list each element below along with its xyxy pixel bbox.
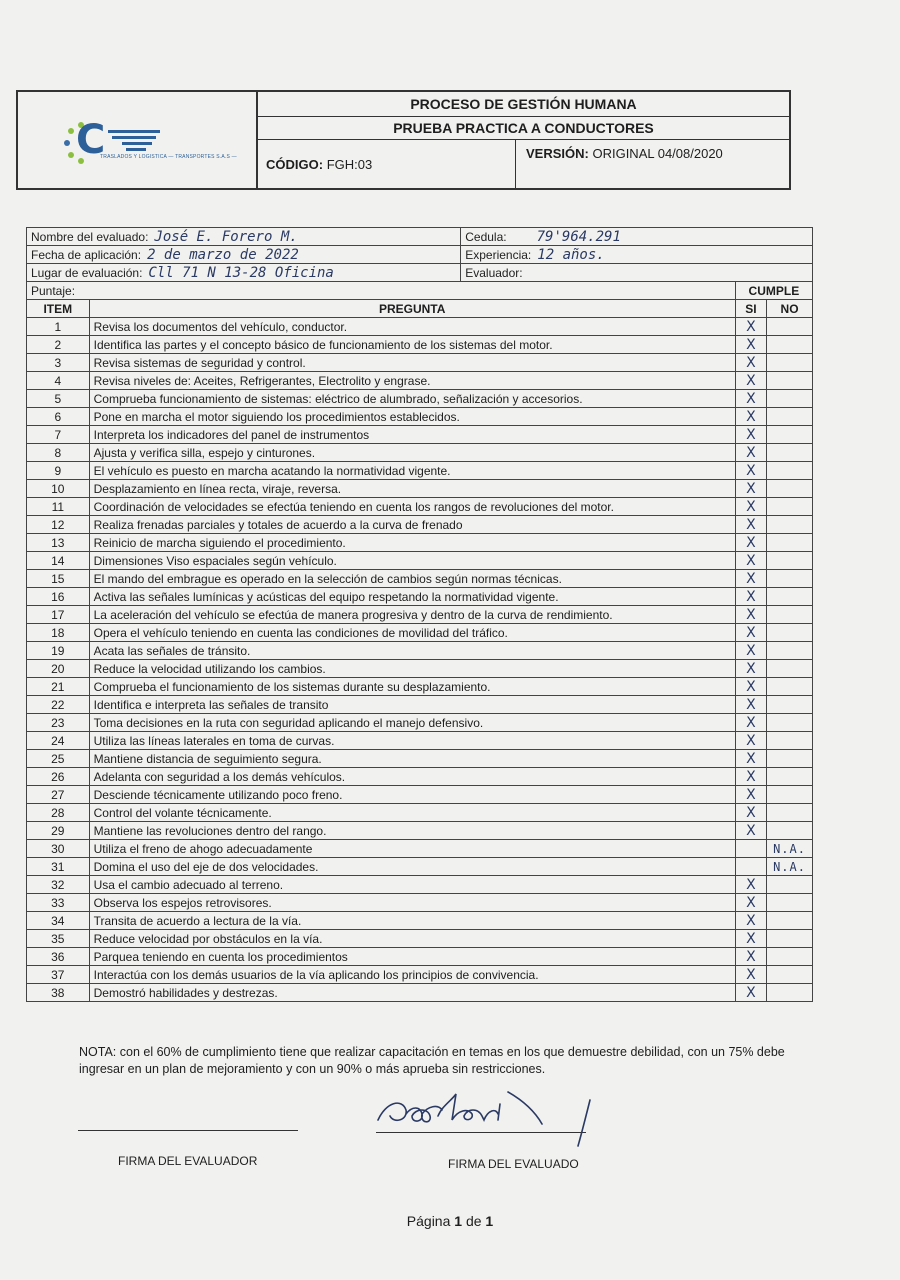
score-row <box>27 282 813 300</box>
si-mark-cell[interactable] <box>735 444 766 462</box>
score-label: Puntaje: <box>31 284 76 298</box>
item-number: 35 <box>27 930 90 948</box>
table-row <box>27 354 813 372</box>
evaluator-label: Evaluador: <box>465 266 523 280</box>
table-row <box>27 948 813 966</box>
item-number: 10 <box>27 480 90 498</box>
item-question: Dimensiones Viso espaciales según vehículo. <box>89 552 735 570</box>
no-mark-cell[interactable] <box>767 534 813 552</box>
si-check-mark: X <box>746 625 756 641</box>
no-mark-cell[interactable] <box>767 858 813 876</box>
si-mark-cell[interactable] <box>735 336 766 354</box>
item-number: 37 <box>27 966 90 984</box>
item-question: Revisa niveles de: Aceites, Refrigerantes, Electrolito y engrase. <box>89 372 735 390</box>
item-question: Utiliza el freno de ahogo adecuadamente <box>89 840 735 858</box>
si-mark-cell[interactable] <box>735 984 766 1002</box>
test-title: PRUEBA PRACTICA A CONDUCTORES <box>258 117 789 140</box>
item-number: 12 <box>27 516 90 534</box>
item-number: 11 <box>27 498 90 516</box>
company-logo <box>18 92 258 188</box>
evaluated-signature-label: FIRMA DEL EVALUADO <box>448 1157 579 1171</box>
table-row <box>27 534 813 552</box>
no-mark-cell[interactable] <box>767 948 813 966</box>
item-number: 30 <box>27 840 90 858</box>
item-number: 3 <box>27 354 90 372</box>
no-mark: N.A. <box>773 842 806 856</box>
no-mark-cell[interactable] <box>767 642 813 660</box>
si-check-mark: X <box>746 913 756 929</box>
si-mark-cell[interactable] <box>735 480 766 498</box>
page-prefix: Página <box>406 1213 451 1229</box>
no-mark-cell[interactable] <box>767 552 813 570</box>
item-number: 36 <box>27 948 90 966</box>
item-number: 5 <box>27 390 90 408</box>
si-check-mark: X <box>746 481 756 497</box>
item-number: 24 <box>27 732 90 750</box>
si-mark-cell[interactable] <box>735 354 766 372</box>
no-mark-cell[interactable] <box>767 984 813 1002</box>
table-row <box>27 480 813 498</box>
table-row <box>27 390 813 408</box>
table-row <box>27 570 813 588</box>
no-mark-cell[interactable] <box>767 804 813 822</box>
no-mark-cell[interactable] <box>767 678 813 696</box>
evaluator-signature-line <box>78 1130 298 1131</box>
si-mark-cell[interactable] <box>735 696 766 714</box>
item-question: Comprueba el funcionamiento de los sistemas durante su desplazamiento. <box>89 678 735 696</box>
name-label: Nombre del evaluado: <box>31 230 149 244</box>
no-mark-cell[interactable] <box>767 750 813 768</box>
si-mark-cell[interactable] <box>735 552 766 570</box>
item-number: 13 <box>27 534 90 552</box>
cedula-label: Cedula: <box>465 230 507 244</box>
si-mark-cell[interactable] <box>735 894 766 912</box>
no-mark-cell[interactable] <box>767 570 813 588</box>
no-mark-cell[interactable] <box>767 516 813 534</box>
no-mark-cell[interactable] <box>767 390 813 408</box>
item-question: Realiza frenadas parciales y totales de acuerdo a la curva de frenado <box>89 516 735 534</box>
no-mark-cell[interactable] <box>767 912 813 930</box>
si-mark-cell[interactable] <box>735 318 766 336</box>
si-check-mark: X <box>746 589 756 605</box>
table-row <box>27 516 813 534</box>
document-header <box>16 90 791 190</box>
si-mark-cell[interactable] <box>735 840 766 858</box>
cedula-value: 79'964.291 <box>536 229 621 245</box>
page-sep: de <box>465 1213 482 1229</box>
si-mark-cell[interactable] <box>735 426 766 444</box>
item-question: La aceleración del vehículo se efectúa de manera progresiva y dentro de la curva de rendimiento. <box>89 606 735 624</box>
item-question: Revisa los documentos del vehículo, conductor. <box>89 318 735 336</box>
item-question: Coordinación de velocidades se efectúa teniendo en cuenta los rangos de revoluciones del motor. <box>89 498 735 516</box>
item-question: Pone en marcha el motor siguiendo los procedimientos establecidos. <box>89 408 735 426</box>
item-question: Adelanta con seguridad a los demás vehículos. <box>89 768 735 786</box>
place-value: Cll 71 N 13-28 Oficina <box>148 265 334 281</box>
experience-value: 12 años. <box>537 247 605 263</box>
si-check-mark: X <box>746 337 756 353</box>
si-header: SI <box>735 300 766 318</box>
item-question: Revisa sistemas de seguridad y control. <box>89 354 735 372</box>
item-question: Mantiene distancia de seguimiento segura. <box>89 750 735 768</box>
si-mark-cell[interactable] <box>735 588 766 606</box>
si-check-mark: X <box>746 715 756 731</box>
no-mark-cell[interactable] <box>767 336 813 354</box>
place-label: Lugar de evaluación: <box>31 266 143 280</box>
item-question: Ajusta y verifica silla, espejo y cinturones. <box>89 444 735 462</box>
place-row <box>27 264 813 282</box>
item-question: Interpreta los indicadores del panel de instrumentos <box>89 426 735 444</box>
no-mark-cell[interactable] <box>767 318 813 336</box>
item-number: 1 <box>27 318 90 336</box>
table-row <box>27 642 813 660</box>
table-row <box>27 822 813 840</box>
si-mark-cell[interactable] <box>735 624 766 642</box>
item-question: Reinicio de marcha siguiendo el procedimiento. <box>89 534 735 552</box>
item-number: 25 <box>27 750 90 768</box>
evaluator-cell <box>461 264 813 282</box>
date-label: Fecha de aplicación: <box>31 248 142 262</box>
table-row <box>27 732 813 750</box>
page-current: 1 <box>454 1213 463 1229</box>
table-row <box>27 372 813 390</box>
si-check-mark: X <box>746 535 756 551</box>
si-check-mark: X <box>746 373 756 389</box>
item-question: Reduce velocidad por obstáculos en la vía. <box>89 930 735 948</box>
item-number: 26 <box>27 768 90 786</box>
no-mark-cell[interactable] <box>767 876 813 894</box>
si-mark-cell[interactable] <box>735 750 766 768</box>
score-cell <box>27 282 736 300</box>
si-check-mark: X <box>746 571 756 587</box>
si-check-mark: X <box>746 607 756 623</box>
item-number: 9 <box>27 462 90 480</box>
no-mark-cell[interactable] <box>767 786 813 804</box>
item-number: 14 <box>27 552 90 570</box>
no-mark-cell[interactable] <box>767 408 813 426</box>
item-question: Desciende técnicamente utilizando poco freno. <box>89 786 735 804</box>
no-mark: N.A. <box>773 860 806 874</box>
no-mark-cell[interactable] <box>767 930 813 948</box>
table-row <box>27 840 813 858</box>
si-check-mark: X <box>746 355 756 371</box>
si-check-mark: X <box>746 733 756 749</box>
item-question: El mando del embrague es operado en la selección de cambios según normas técnicas. <box>89 570 735 588</box>
name-row <box>27 228 813 246</box>
table-row <box>27 660 813 678</box>
table-row <box>27 750 813 768</box>
cumple-header: CUMPLE <box>735 282 812 300</box>
si-mark-cell[interactable] <box>735 606 766 624</box>
table-row <box>27 714 813 732</box>
si-mark-cell[interactable] <box>735 768 766 786</box>
no-mark-cell[interactable] <box>767 966 813 984</box>
item-number: 32 <box>27 876 90 894</box>
no-mark-cell[interactable] <box>767 498 813 516</box>
item-number: 19 <box>27 642 90 660</box>
si-mark-cell[interactable] <box>735 408 766 426</box>
item-question: Reduce la velocidad utilizando los cambios. <box>89 660 735 678</box>
item-number: 8 <box>27 444 90 462</box>
item-question: Demostró habilidades y destrezas. <box>89 984 735 1002</box>
evaluator-signature-label: FIRMA DEL EVALUADOR <box>118 1154 258 1168</box>
table-row <box>27 462 813 480</box>
date-cell <box>27 246 461 264</box>
si-mark-cell[interactable] <box>735 714 766 732</box>
no-mark-cell[interactable] <box>767 894 813 912</box>
compliance-note: NOTA: con el 60% de cumplimiento tiene que realizar capacitación en temas en los que demuestre debilidad, con un 75% debe ingresar en un plan de mejoramiento y con un 90% o más aprueba sin restricciones. <box>79 1045 785 1076</box>
si-check-mark: X <box>746 445 756 461</box>
item-question: Transita de acuerdo a lectura de la vía. <box>89 912 735 930</box>
no-mark-cell[interactable] <box>767 624 813 642</box>
item-question: Parquea teniendo en cuenta los procedimientos <box>89 948 735 966</box>
si-check-mark: X <box>746 697 756 713</box>
table-row <box>27 804 813 822</box>
si-check-mark: X <box>746 319 756 335</box>
item-number: 7 <box>27 426 90 444</box>
item-number: 33 <box>27 894 90 912</box>
si-check-mark: X <box>746 553 756 569</box>
experience-label: Experiencia: <box>465 248 532 262</box>
no-mark-cell[interactable] <box>767 354 813 372</box>
item-question: Toma decisiones en la ruta con seguridad aplicando el manejo defensivo. <box>89 714 735 732</box>
process-title: PROCESO DE GESTIÓN HUMANA <box>258 92 789 117</box>
code-label: CÓDIGO: <box>266 156 324 172</box>
si-mark-cell[interactable] <box>735 732 766 750</box>
si-mark-cell[interactable] <box>735 516 766 534</box>
logo-truck-icon <box>108 128 162 152</box>
table-row <box>27 912 813 930</box>
item-question: Utiliza las líneas laterales en toma de curvas. <box>89 732 735 750</box>
no-mark-cell[interactable] <box>767 714 813 732</box>
si-mark-cell[interactable] <box>735 372 766 390</box>
item-question: Opera el vehículo teniendo en cuenta las condiciones de movilidad del tráfico. <box>89 624 735 642</box>
si-check-mark: X <box>746 823 756 839</box>
si-check-mark: X <box>746 643 756 659</box>
item-question: Mantiene las revoluciones dentro del rango. <box>89 822 735 840</box>
si-mark-cell[interactable] <box>735 660 766 678</box>
item-number: 23 <box>27 714 90 732</box>
si-check-mark: X <box>746 679 756 695</box>
no-header: NO <box>767 300 813 318</box>
item-number: 27 <box>27 786 90 804</box>
si-check-mark: X <box>746 427 756 443</box>
no-mark-cell[interactable] <box>767 426 813 444</box>
table-row <box>27 894 813 912</box>
si-check-mark: X <box>746 517 756 533</box>
table-row <box>27 678 813 696</box>
item-number: 20 <box>27 660 90 678</box>
item-question: Control del volante técnicamente. <box>89 804 735 822</box>
si-mark-cell[interactable] <box>735 390 766 408</box>
table-row <box>27 426 813 444</box>
si-check-mark: X <box>746 499 756 515</box>
cedula-cell <box>461 228 813 246</box>
si-check-mark: X <box>746 769 756 785</box>
logo-tagline: TRASLADOS Y LOGISTICA — TRANSPORTES S.A.S — <box>100 154 237 160</box>
item-question: Activa las señales lumínicas y acústicas del equipo respetando la normatividad vigente. <box>89 588 735 606</box>
si-mark-cell[interactable] <box>735 570 766 588</box>
experience-cell <box>461 246 813 264</box>
date-value: 2 de marzo de 2022 <box>147 247 299 263</box>
table-row <box>27 444 813 462</box>
page-number <box>0 1213 900 1229</box>
table-row <box>27 318 813 336</box>
si-check-mark: X <box>746 805 756 821</box>
logo-c-icon: C <box>76 117 106 163</box>
table-row <box>27 498 813 516</box>
si-mark-cell[interactable] <box>735 858 766 876</box>
no-mark-cell[interactable] <box>767 822 813 840</box>
table-row <box>27 930 813 948</box>
version-value: ORIGINAL 04/08/2020 <box>592 146 723 161</box>
si-mark-cell[interactable] <box>735 642 766 660</box>
item-number: 21 <box>27 678 90 696</box>
document-version <box>516 140 723 161</box>
item-question: El vehículo es puesto en marcha acatando la normatividad vigente. <box>89 462 735 480</box>
item-number: 16 <box>27 588 90 606</box>
si-mark-cell[interactable] <box>735 786 766 804</box>
item-number: 28 <box>27 804 90 822</box>
item-question: Observa los espejos retrovisores. <box>89 894 735 912</box>
si-check-mark: X <box>746 985 756 1001</box>
item-number: 4 <box>27 372 90 390</box>
evaluated-signature-icon <box>372 1080 612 1150</box>
table-row <box>27 966 813 984</box>
item-question: Usa el cambio adecuado al terreno. <box>89 876 735 894</box>
no-mark-cell[interactable] <box>767 606 813 624</box>
item-number: 22 <box>27 696 90 714</box>
table-row <box>27 696 813 714</box>
si-mark-cell[interactable] <box>735 678 766 696</box>
table-row <box>27 336 813 354</box>
si-mark-cell[interactable] <box>735 912 766 930</box>
si-check-mark: X <box>746 931 756 947</box>
item-question: Identifica las partes y el concepto básico de funcionamiento de los sistemas del motor. <box>89 336 735 354</box>
si-mark-cell[interactable] <box>735 804 766 822</box>
no-mark-cell[interactable] <box>767 768 813 786</box>
si-check-mark: X <box>746 787 756 803</box>
si-mark-cell[interactable] <box>735 462 766 480</box>
code-value: FGH:03 <box>326 156 373 172</box>
si-check-mark: X <box>746 949 756 965</box>
no-mark-cell[interactable] <box>767 732 813 750</box>
item-number: 29 <box>27 822 90 840</box>
table-row <box>27 858 813 876</box>
si-mark-cell[interactable] <box>735 948 766 966</box>
si-check-mark: X <box>746 877 756 893</box>
item-number: 18 <box>27 624 90 642</box>
item-question: Comprueba funcionamiento de sistemas: eléctrico de alumbrado, señalización y accesorios. <box>89 390 735 408</box>
table-row <box>27 588 813 606</box>
si-check-mark: X <box>746 409 756 425</box>
si-mark-cell[interactable] <box>735 534 766 552</box>
table-row <box>27 624 813 642</box>
place-cell <box>27 264 461 282</box>
item-number: 15 <box>27 570 90 588</box>
no-mark-cell[interactable] <box>767 840 813 858</box>
item-question: Interactúa con los demás usuarios de la vía aplicando los principios de convivencia. <box>89 966 735 984</box>
si-mark-cell[interactable] <box>735 876 766 894</box>
question-header: PREGUNTA <box>89 300 735 318</box>
si-check-mark: X <box>746 661 756 677</box>
table-row <box>27 786 813 804</box>
si-check-mark: X <box>746 895 756 911</box>
item-number: 34 <box>27 912 90 930</box>
si-check-mark: X <box>746 967 756 983</box>
no-mark-cell[interactable] <box>767 588 813 606</box>
page-total: 1 <box>485 1213 494 1229</box>
column-header-row <box>27 300 813 318</box>
item-number: 2 <box>27 336 90 354</box>
si-mark-cell[interactable] <box>735 930 766 948</box>
item-question: Acata las señales de tránsito. <box>89 642 735 660</box>
name-cell <box>27 228 461 246</box>
item-number: 17 <box>27 606 90 624</box>
table-row <box>27 984 813 1002</box>
item-number: 6 <box>27 408 90 426</box>
item-header: ITEM <box>27 300 90 318</box>
si-check-mark: X <box>746 463 756 479</box>
no-mark-cell[interactable] <box>767 480 813 498</box>
table-row <box>27 876 813 894</box>
item-question: Desplazamiento en línea recta, viraje, reversa. <box>89 480 735 498</box>
evaluation-table <box>26 227 813 1002</box>
no-mark-cell[interactable] <box>767 462 813 480</box>
item-number: 31 <box>27 858 90 876</box>
si-check-mark: X <box>746 751 756 767</box>
document-code <box>258 140 516 188</box>
si-mark-cell[interactable] <box>735 498 766 516</box>
version-label: VERSIÓN: <box>526 146 589 161</box>
table-row <box>27 768 813 786</box>
item-number: 38 <box>27 984 90 1002</box>
table-row <box>27 606 813 624</box>
si-check-mark: X <box>746 391 756 407</box>
name-value: José E. Forero M. <box>154 229 298 245</box>
date-row <box>27 246 813 264</box>
no-mark-cell[interactable] <box>767 696 813 714</box>
table-row <box>27 552 813 570</box>
no-mark-cell[interactable] <box>767 660 813 678</box>
item-question: Identifica e interpreta las señales de transito <box>89 696 735 714</box>
table-row <box>27 408 813 426</box>
no-mark-cell[interactable] <box>767 444 813 462</box>
no-mark-cell[interactable] <box>767 372 813 390</box>
si-mark-cell[interactable] <box>735 822 766 840</box>
item-question: Domina el uso del eje de dos velocidades. <box>89 858 735 876</box>
si-mark-cell[interactable] <box>735 966 766 984</box>
